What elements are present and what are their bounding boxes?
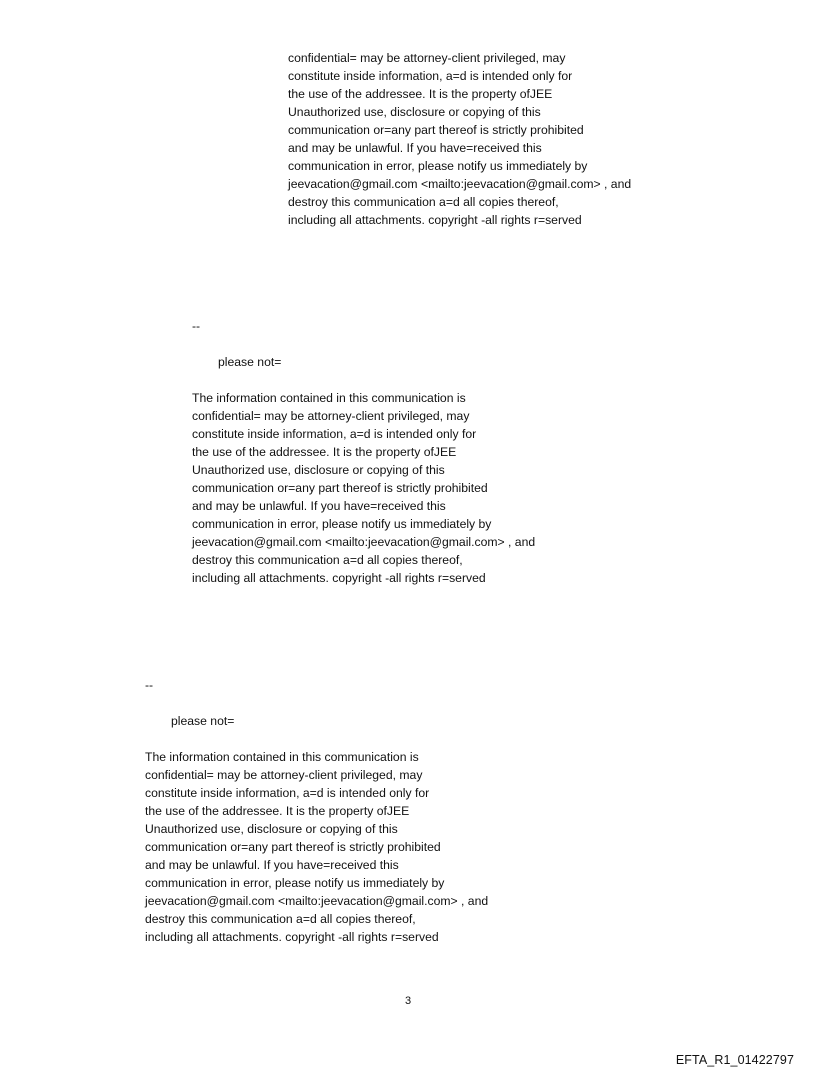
document-id: EFTA_R1_01422797: [675, 1053, 794, 1067]
disclaimer-line: confidential= may be attorney-client privileged, may: [145, 768, 423, 782]
disclaimer-line: including all attachments. copyright -all rights r=served: [288, 213, 582, 227]
disclaimer-line: communication or=any part thereof is strictly prohibited: [145, 840, 441, 854]
please-note-line: please not=: [171, 714, 235, 728]
disclaimer-line: communication in error, please notify us immediately by: [145, 876, 445, 890]
disclaimer-line: jeevacation@gmail.com <mailto:jeevacation@gmail.com> , and: [145, 894, 489, 908]
page-number: 3: [404, 995, 412, 1007]
signature-separator: --: [192, 319, 201, 333]
disclaimer-block-3: [145, 748, 488, 946]
disclaimer-line: the use of the addressee. It is the property ofJEE: [145, 804, 410, 818]
disclaimer-line: jeevacation@gmail.com <mailto:jeevacation@gmail.com> , and: [192, 535, 536, 549]
please-note-line: please not=: [218, 355, 282, 369]
disclaimer-line: including all attachments. copyright -all rights r=served: [192, 571, 486, 585]
disclaimer-line: constitute inside information, a=d is intended only for: [288, 69, 573, 83]
disclaimer-line: and may be unlawful. If you have=received this: [288, 141, 542, 155]
disclaimer-line: constitute inside information, a=d is intended only for: [145, 786, 430, 800]
disclaimer-line: jeevacation@gmail.com <mailto:jeevacation@gmail.com> , and: [288, 177, 632, 191]
disclaimer-line: communication or=any part thereof is strictly prohibited: [192, 481, 488, 495]
disclaimer-line: the use of the addressee. It is the property ofJEE: [192, 445, 457, 459]
disclaimer-line: and may be unlawful. If you have=received this: [192, 499, 446, 513]
disclaimer-line: communication in error, please notify us immediately by: [288, 159, 588, 173]
disclaimer-line: communication in error, please notify us immediately by: [192, 517, 492, 531]
disclaimer-line: Unauthorized use, disclosure or copying of this: [192, 463, 445, 477]
disclaimer-line: confidential= may be attorney-client privileged, may: [192, 409, 470, 423]
disclaimer-line: the use of the addressee. It is the property ofJEE: [288, 87, 553, 101]
disclaimer-line: communication or=any part thereof is strictly prohibited: [288, 123, 584, 137]
disclaimer-line: The information contained in this communication is: [192, 391, 466, 405]
signature-separator: --: [145, 678, 154, 692]
disclaimer-line: The information contained in this communication is: [145, 750, 419, 764]
disclaimer-line: destroy this communication a=d all copies thereof,: [288, 195, 559, 209]
disclaimer-line: destroy this communication a=d all copies thereof,: [145, 912, 416, 926]
disclaimer-line: Unauthorized use, disclosure or copying of this: [288, 105, 541, 119]
disclaimer-line: destroy this communication a=d all copies thereof,: [192, 553, 463, 567]
disclaimer-line: and may be unlawful. If you have=received this: [145, 858, 399, 872]
disclaimer-line: Unauthorized use, disclosure or copying of this: [145, 822, 398, 836]
disclaimer-block-1: [288, 49, 631, 229]
disclaimer-block-2: [192, 389, 535, 587]
disclaimer-line: including all attachments. copyright -all rights r=served: [145, 930, 439, 944]
disclaimer-line: confidential= may be attorney-client privileged, may: [288, 51, 566, 65]
disclaimer-line: constitute inside information, a=d is intended only for: [192, 427, 477, 441]
